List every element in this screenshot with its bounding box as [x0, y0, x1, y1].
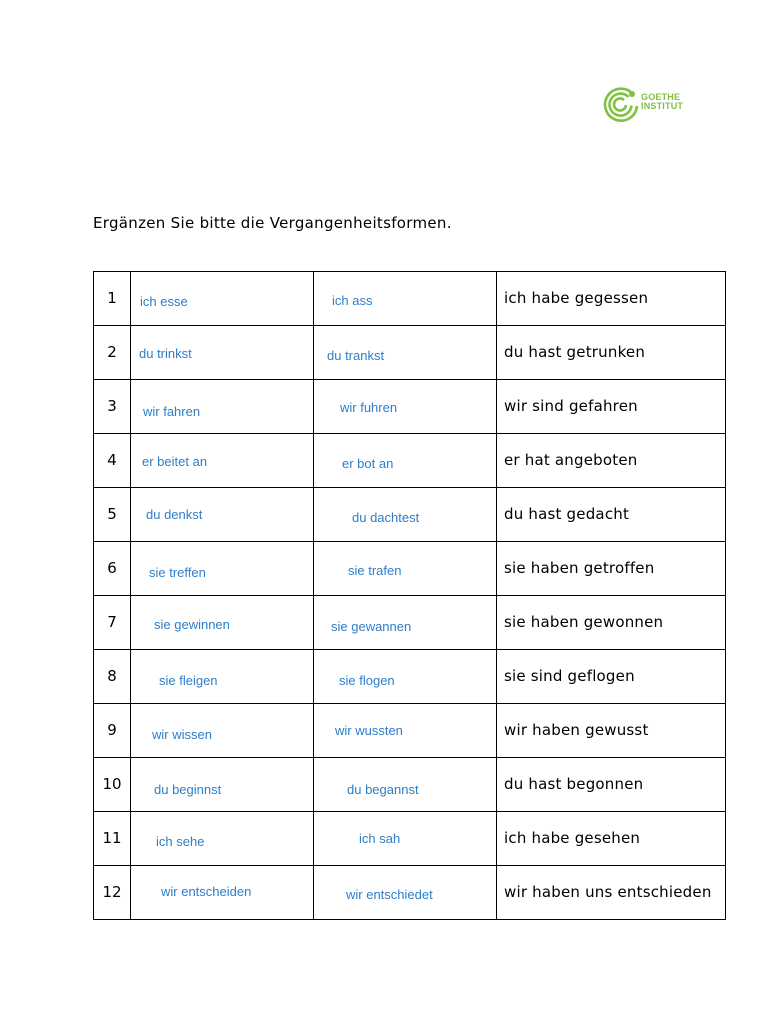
- past-cell: [314, 866, 497, 920]
- table-row: [94, 434, 726, 488]
- row-number: 11: [102, 829, 122, 847]
- present-form: er beitet an: [142, 454, 208, 469]
- past-form: sie flogen: [339, 673, 395, 688]
- past-cell: [314, 542, 497, 596]
- perfect-cell: [497, 326, 726, 380]
- row-number: 6: [107, 559, 117, 577]
- row-number: 7: [107, 613, 117, 631]
- present-form: du beginnst: [154, 782, 222, 797]
- perfect-cell: [497, 704, 726, 758]
- perfect-cell: [497, 758, 726, 812]
- perfect-form: ich habe gesehen: [504, 829, 641, 847]
- past-cell: [314, 704, 497, 758]
- row-number-cell: [94, 488, 131, 542]
- present-cell: [131, 326, 314, 380]
- present-cell: [131, 866, 314, 920]
- present-cell: [131, 812, 314, 866]
- past-cell: [314, 434, 497, 488]
- past-form: du begannst: [347, 782, 419, 797]
- past-cell: [314, 596, 497, 650]
- past-form: er bot an: [342, 456, 394, 471]
- goethe-logo: [603, 86, 703, 126]
- present-form: sie fleigen: [159, 673, 218, 688]
- perfect-cell: [497, 866, 726, 920]
- present-cell: [131, 650, 314, 704]
- present-cell: [131, 488, 314, 542]
- present-cell: [131, 596, 314, 650]
- row-number-cell: [94, 758, 131, 812]
- present-form: wir fahren: [143, 404, 201, 419]
- table-row: [94, 704, 726, 758]
- perfect-cell: [497, 380, 726, 434]
- perfect-form: du hast getrunken: [504, 343, 646, 361]
- present-form: sie treffen: [149, 565, 206, 580]
- row-number-cell: [94, 704, 131, 758]
- past-form: du trankst: [327, 348, 385, 363]
- past-cell: [314, 758, 497, 812]
- row-number-cell: [94, 596, 131, 650]
- verb-table: [93, 271, 726, 920]
- logo-wordmark: GOETHE INSTITUT: [641, 92, 684, 111]
- row-number-cell: [94, 434, 131, 488]
- perfect-cell: [497, 434, 726, 488]
- perfect-cell: [497, 596, 726, 650]
- row-number-cell: [94, 380, 131, 434]
- perfect-cell: [497, 488, 726, 542]
- past-form: du dachtest: [352, 510, 420, 525]
- past-form: sie trafen: [348, 563, 402, 578]
- present-form: ich sehe: [156, 834, 205, 849]
- perfect-form: sie sind geflogen: [504, 667, 635, 685]
- present-form: wir wissen: [152, 727, 212, 742]
- table-row: [94, 758, 726, 812]
- table-row: [94, 596, 726, 650]
- past-form: sie gewannen: [331, 619, 412, 634]
- past-form: ich sah: [359, 831, 401, 846]
- row-number: 8: [107, 667, 117, 685]
- row-number: 4: [107, 451, 117, 469]
- past-form: ich ass: [332, 293, 373, 308]
- perfect-form: er hat angeboten: [504, 451, 638, 469]
- row-number: 9: [107, 721, 117, 739]
- present-cell: [131, 272, 314, 326]
- row-number: 10: [102, 775, 122, 793]
- table-row: [94, 380, 726, 434]
- row-number-cell: [94, 326, 131, 380]
- table-row: [94, 866, 726, 920]
- page-title: Ergänzen Sie bitte die Vergangenheitsformen.: [93, 214, 452, 232]
- present-cell: [131, 542, 314, 596]
- table-row: [94, 812, 726, 866]
- row-number-cell: [94, 272, 131, 326]
- table-row: [94, 488, 726, 542]
- perfect-form: du hast begonnen: [504, 775, 644, 793]
- table-row: [94, 272, 726, 326]
- perfect-form: sie haben gewonnen: [504, 613, 664, 631]
- present-cell: [131, 704, 314, 758]
- row-number-cell: [94, 812, 131, 866]
- perfect-form: du hast gedacht: [504, 505, 630, 523]
- past-form: wir wussten: [335, 723, 403, 738]
- perfect-form: ich habe gegessen: [504, 289, 649, 307]
- table-row: [94, 326, 726, 380]
- present-cell: [131, 434, 314, 488]
- present-form: wir entscheiden: [161, 884, 252, 899]
- present-form: sie gewinnen: [154, 617, 230, 632]
- row-number-cell: [94, 866, 131, 920]
- present-form: du denkst: [146, 507, 203, 522]
- row-number: 5: [107, 505, 117, 523]
- perfect-cell: [497, 812, 726, 866]
- row-number: 1: [107, 289, 117, 307]
- row-number-cell: [94, 542, 131, 596]
- row-number-cell: [94, 650, 131, 704]
- table-row: [94, 542, 726, 596]
- present-cell: [131, 758, 314, 812]
- row-number: 12: [102, 883, 122, 901]
- past-cell: [314, 812, 497, 866]
- past-form: wir fuhren: [340, 400, 398, 415]
- perfect-cell: [497, 650, 726, 704]
- perfect-form: sie haben getroffen: [504, 559, 655, 577]
- perfect-form: wir haben gewusst: [504, 721, 649, 739]
- past-cell: [314, 650, 497, 704]
- past-cell: [314, 272, 497, 326]
- past-form: wir entschiedet: [346, 887, 433, 902]
- row-number: 3: [107, 397, 117, 415]
- perfect-cell: [497, 542, 726, 596]
- goethe-logo-icon: [603, 86, 639, 122]
- present-form: ich esse: [140, 294, 188, 309]
- perfect-form: wir sind gefahren: [504, 397, 638, 415]
- table-row: [94, 650, 726, 704]
- perfect-form: wir haben uns entschieden: [504, 883, 712, 901]
- present-form: du trinkst: [139, 346, 192, 361]
- row-number: 2: [107, 343, 117, 361]
- past-cell: [314, 488, 497, 542]
- past-cell: [314, 326, 497, 380]
- present-cell: [131, 380, 314, 434]
- perfect-cell: [497, 272, 726, 326]
- past-cell: [314, 380, 497, 434]
